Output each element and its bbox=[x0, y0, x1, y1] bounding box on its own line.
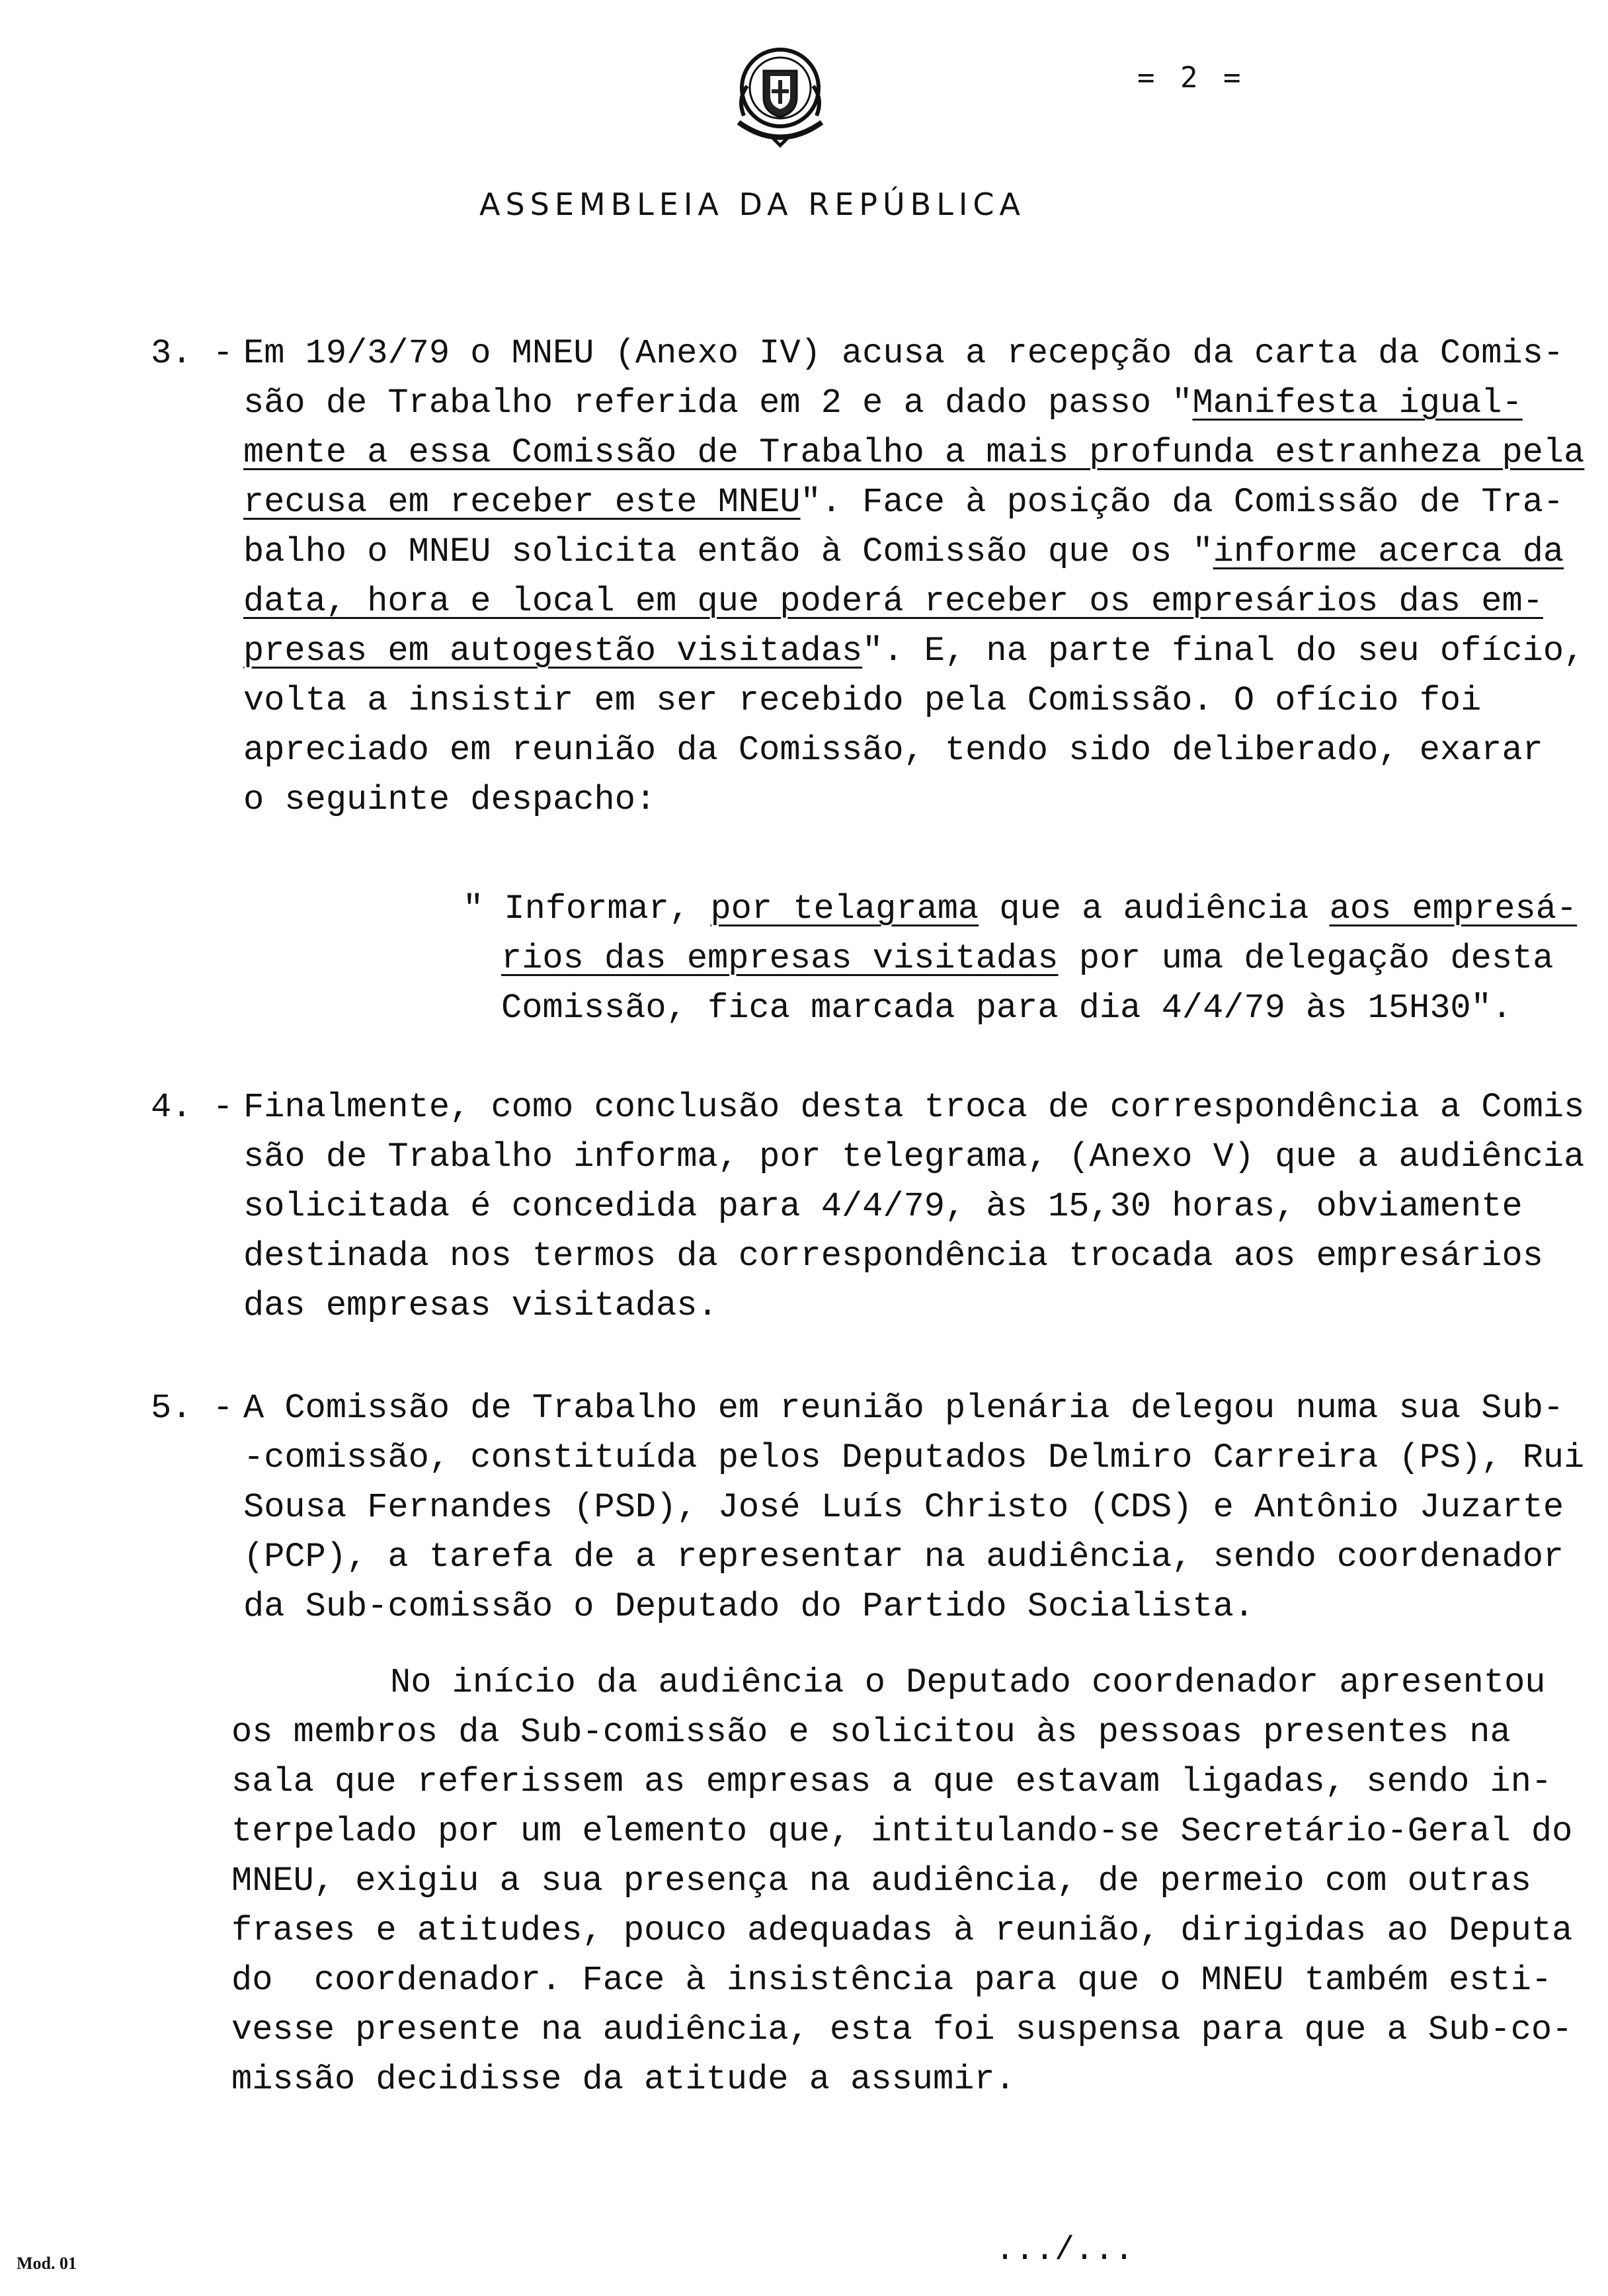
text-run: ". Face à posição da Comissão de Tra- bbox=[800, 483, 1564, 522]
text-run: os membros da Sub-comissão e solicitou às pessoas presentes na bbox=[231, 1713, 1511, 1752]
quote-line bbox=[501, 939, 1553, 978]
coat-of-arms-icon bbox=[724, 36, 836, 155]
text-run: ". E, na parte final do seu ofício, bbox=[862, 632, 1585, 671]
body-line bbox=[243, 1237, 1543, 1276]
body-line bbox=[243, 532, 1564, 571]
text-run: Em 19/3/79 o MNEU (Anexo IV) acusa a recepção da carta da Comis- bbox=[243, 334, 1564, 373]
body-line bbox=[243, 483, 1564, 522]
institution-name: ASSEMBLEIA DA REPÚBLICA bbox=[479, 186, 1026, 222]
body-line bbox=[243, 681, 1481, 720]
form-code: Mod. 01 bbox=[17, 2254, 77, 2273]
text-run: destinada nos termos da correspondência trocada aos empresários bbox=[243, 1237, 1543, 1276]
body-line bbox=[243, 1088, 1584, 1127]
quote-line bbox=[463, 889, 1577, 928]
text-run: o seguinte despacho: bbox=[243, 780, 657, 819]
text-run: MNEU, exigiu a sua presença na audiência, de permeio com outras bbox=[231, 1862, 1531, 1901]
body-line bbox=[243, 1286, 718, 1325]
text-run: volta a insistir em ser recebido pela Comissão. O ofício foi bbox=[243, 681, 1482, 720]
text-run: terpelado por um elemento que, intitulando-se Secretário-Geral do bbox=[231, 1812, 1573, 1851]
text-run: balho o MNEU solicita então à Comissão que os " bbox=[243, 532, 1213, 571]
body-line bbox=[243, 780, 656, 819]
paragraph-line bbox=[231, 2010, 1572, 2049]
text-run: " Informar, bbox=[463, 889, 711, 928]
text-run: são de Trabalho informa, por telegrama, (Anexo V) que a audiência bbox=[243, 1137, 1585, 1176]
underlined-text: presas em autogestão visitadas bbox=[243, 632, 863, 671]
paragraph-line bbox=[231, 1713, 1511, 1752]
text-run: -comissão, constituída pelos Deputados Delmiro Carreira (PS), Rui bbox=[243, 1438, 1585, 1477]
paragraph-line bbox=[231, 1911, 1572, 1950]
underlined-text: informe acerca da bbox=[1213, 532, 1564, 571]
paragraph-line bbox=[390, 1663, 1545, 1702]
text-run: No início da audiência o Deputado coordenador apresentou bbox=[390, 1663, 1546, 1702]
body-line bbox=[243, 731, 1543, 770]
section-number: 3. - bbox=[151, 334, 233, 373]
body-line bbox=[243, 1137, 1584, 1176]
section-number: 4. - bbox=[151, 1088, 233, 1127]
body-line bbox=[243, 433, 1584, 472]
text-run: frases e atitudes, pouco adequadas à reunião, dirigidas ao Deputa bbox=[231, 1911, 1573, 1950]
underlined-text: data, hora e local em que poderá receber os empresários das em- bbox=[243, 582, 1543, 621]
text-run: vesse presente na audiência, esta foi suspensa para que a Sub-co- bbox=[231, 2010, 1573, 2049]
text-run: Finalmente, como conclusão desta troca de correspondência a Comis bbox=[243, 1088, 1585, 1127]
body-line bbox=[243, 1389, 1564, 1428]
text-run: são de Trabalho referida em 2 e a dado passo " bbox=[243, 384, 1193, 423]
text-run: que a audiência bbox=[979, 889, 1330, 928]
text-run: Sousa Fernandes (PSD), José Luís Christo (CDS) e Antônio Juzarte bbox=[243, 1488, 1564, 1527]
underlined-text: mente a essa Comissão de Trabalho a mais profunda estranheza pela bbox=[243, 433, 1585, 472]
text-run: sala que referissem as empresas a que estavam ligadas, sendo in- bbox=[231, 1762, 1552, 1801]
paragraph-line bbox=[231, 1862, 1531, 1901]
body-line bbox=[243, 582, 1543, 621]
text-run: (PCP), a tarefa de a representar na audiência, sendo coordenador bbox=[243, 1538, 1564, 1577]
paragraph-line bbox=[231, 2060, 1016, 2099]
text-run: apreciado em reunião da Comissão, tendo sido deliberado, exarar bbox=[243, 731, 1543, 770]
text-run: das empresas visitadas. bbox=[243, 1286, 718, 1325]
body-line bbox=[243, 632, 1584, 671]
section-number: 5. - bbox=[151, 1389, 233, 1428]
body-line bbox=[243, 1488, 1564, 1527]
body-line bbox=[243, 1587, 1254, 1626]
body-line bbox=[243, 384, 1523, 423]
body-line bbox=[243, 334, 1564, 373]
underlined-text: recusa em receber este MNEU bbox=[243, 483, 801, 522]
paragraph-line bbox=[231, 1762, 1552, 1801]
text-run: da Sub-comissão o Deputado do Partido Socialista. bbox=[243, 1587, 1255, 1626]
underlined-text: rios das empresas visitadas bbox=[501, 939, 1059, 978]
underlined-text: por telagrama bbox=[710, 889, 979, 928]
text-run: do coordenador. Face à insistência para que o MNEU também esti- bbox=[231, 1961, 1552, 2000]
text-run: missão decidisse da atitude a assumir. bbox=[231, 2060, 1016, 2099]
text-run: solicitada é concedida para 4/4/79, às 15,30 horas, obviamente bbox=[243, 1187, 1523, 1226]
text-run: A Comissão de Trabalho em reunião plenária delegou numa sua Sub- bbox=[243, 1389, 1564, 1428]
underlined-text: aos empresá- bbox=[1329, 889, 1578, 928]
body-line bbox=[243, 1187, 1523, 1226]
text-run: Comissão, fica marcada para dia 4/4/79 às 15H30". bbox=[501, 989, 1513, 1028]
underlined-text: Manifesta igual- bbox=[1192, 384, 1523, 423]
paragraph-line bbox=[231, 1961, 1552, 2000]
paragraph-line bbox=[231, 1812, 1572, 1851]
body-line bbox=[243, 1438, 1584, 1477]
continuation-mark: .../... bbox=[995, 2232, 1135, 2270]
body-line bbox=[243, 1538, 1564, 1577]
text-run: por uma delegação desta bbox=[1058, 939, 1554, 978]
page-number: = 2 = bbox=[1137, 61, 1245, 95]
quote-line bbox=[501, 989, 1512, 1028]
